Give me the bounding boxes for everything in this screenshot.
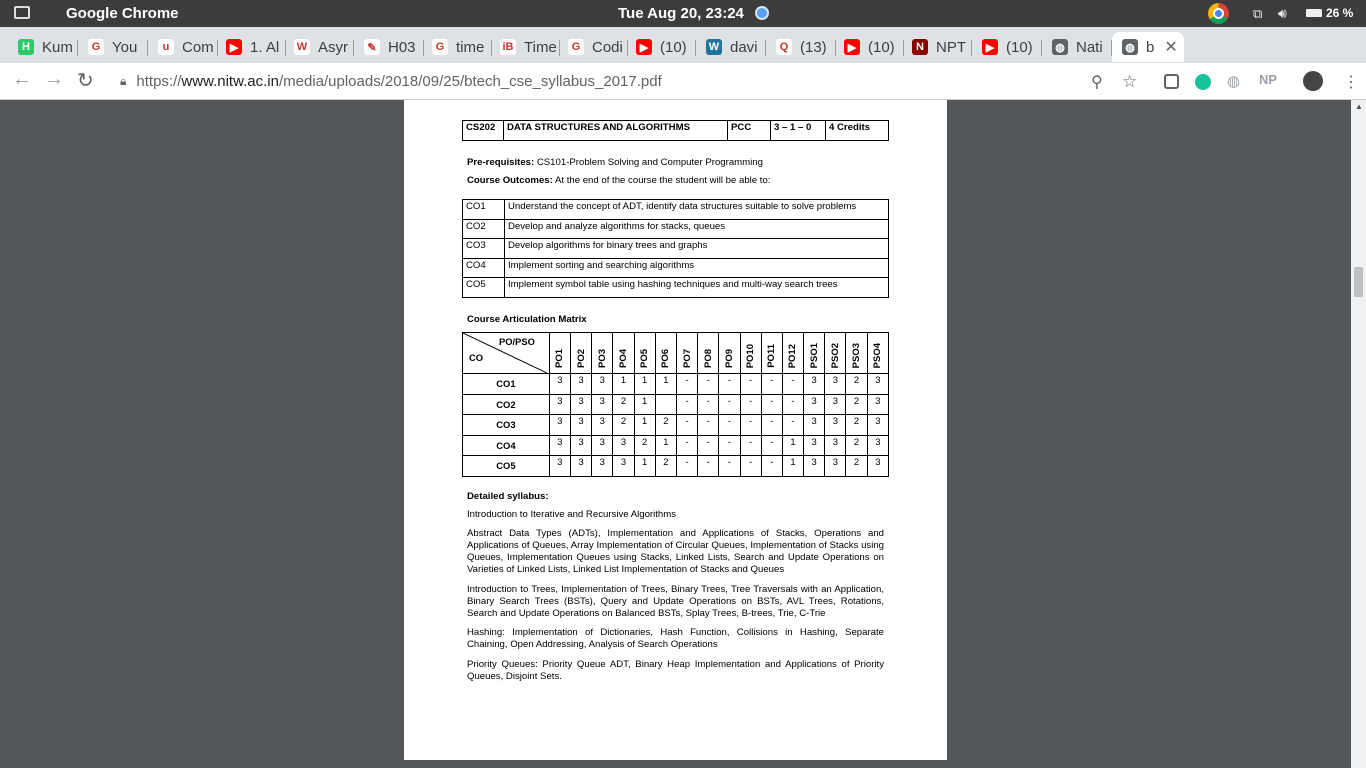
network-icon[interactable]: ⧉ — [1253, 6, 1263, 21]
outcome-row — [463, 219, 889, 239]
np-extension-icon[interactable]: NP — [1259, 72, 1278, 87]
matrix-cell: 3 — [592, 456, 613, 477]
course-code: CS202 — [463, 121, 504, 141]
scroll-up-icon[interactable]: ▲ — [1355, 102, 1363, 111]
matrix-cell: 2 — [655, 456, 676, 477]
tab-15[interactable] — [1042, 32, 1112, 62]
matrix-cell: - — [761, 435, 782, 456]
course-credits: 4 Credits — [826, 121, 889, 141]
grammarly-icon[interactable] — [1195, 74, 1211, 90]
wordpress-icon: W — [706, 39, 722, 55]
activities-icon[interactable] — [14, 6, 30, 19]
matrix-cell: 3 — [825, 394, 846, 415]
tab-12[interactable] — [834, 32, 904, 62]
syllabus-paragraph: Hashing: Implementation of Dictionaries, Hash Function, Collisions in Hashing, Separate Chaining, Open Addressing, Analysis of Search Operations — [467, 627, 884, 650]
notification-dot-icon — [755, 6, 769, 20]
matrix-cell: 1 — [634, 456, 655, 477]
matrix-cell: - — [719, 415, 740, 436]
menu-icon[interactable]: ⋮ — [1343, 74, 1359, 91]
outcome-id: CO4 — [463, 258, 505, 278]
matrix-cell: 3 — [804, 456, 825, 477]
bookmark-star-icon[interactable]: ☆ — [1122, 72, 1138, 91]
lock-icon[interactable]: 🔒︎ — [120, 73, 127, 88]
tab-label: Codi — [592, 38, 623, 56]
matrix-cell: - — [676, 415, 697, 436]
matrix-cell: 2 — [655, 415, 676, 436]
syllabus-paragraph: Abstract Data Types (ADTs), Implementation and Applications of Stacks, Operations and Applications of Queues, Array Implementation of Circular Queues, Implementation of Stacks using Queues, Implementation Queues using Stacks, Linked Lists, Search and Update Operations on Varieties of Linked Lists, Linked List Implementation of Stacks and Queues — [467, 528, 884, 575]
tab-8[interactable] — [558, 32, 628, 62]
volume-icon[interactable]: 🔊︎ — [1278, 5, 1287, 21]
matrix-cell: 3 — [571, 415, 592, 436]
matrix-cell: 3 — [592, 415, 613, 436]
syllabus-paragraph: Introduction to Trees, Implementation of Trees, Binary Trees, Tree Traversals with an Application, Binary Search Trees (BSTs), Query and Update Operations on BSTs, AVL Trees, Rotations, Search and Update Operations on Balanced BSTs, Splay Trees, B-trees, Trie, C-Trie — [467, 584, 884, 619]
matrix-col-header — [698, 333, 719, 374]
tab-11[interactable] — [766, 32, 836, 62]
matrix-cell: 3 — [867, 374, 888, 395]
matrix-row — [463, 374, 889, 395]
tab-label: 1. Al — [250, 38, 280, 56]
course-header-table — [462, 120, 889, 141]
matrix-col-header — [592, 333, 613, 374]
matrix-col-label: PO9 — [723, 348, 735, 368]
matrix-cell: 3 — [825, 435, 846, 456]
matrix-cell: - — [782, 374, 803, 395]
matrix-cell: - — [719, 456, 740, 477]
nptel-icon: N — [912, 39, 928, 55]
forward-button[interactable]: → — [44, 68, 64, 90]
tab-16[interactable] — [1112, 32, 1184, 62]
matrix-cell: 1 — [634, 415, 655, 436]
matrix-col-label: PO3 — [596, 348, 608, 368]
course-outcomes-intro: Course Outcomes: At the end of the course the student will be able to: — [467, 175, 771, 186]
matrix-cell: 3 — [825, 374, 846, 395]
matrix-corner — [463, 333, 550, 374]
matrix-cell: 2 — [846, 435, 867, 456]
tab-6[interactable] — [422, 32, 492, 62]
matrix-col-label: PSO3 — [851, 342, 863, 368]
wikipedia-icon: W — [294, 39, 310, 55]
google-icon: G — [88, 39, 104, 55]
outcome-row — [463, 239, 889, 259]
matrix-row-co: CO1 — [463, 374, 550, 395]
clock[interactable]: Tue Aug 20, 23:24 — [618, 5, 744, 22]
outcome-id: CO1 — [463, 200, 505, 220]
matrix-row — [463, 415, 889, 436]
youtube-icon: ▶ — [982, 39, 998, 55]
matrix-cell: - — [761, 415, 782, 436]
matrix-cell: 1 — [655, 374, 676, 395]
matrix-cell: - — [761, 374, 782, 395]
matrix-cell: 3 — [804, 374, 825, 395]
matrix-cell: - — [740, 415, 761, 436]
matrix-cell: - — [719, 394, 740, 415]
extension-globe-icon[interactable]: ◍ — [1227, 73, 1241, 90]
tab-13[interactable] — [902, 32, 972, 62]
matrix-row-co: CO4 — [463, 435, 550, 456]
matrix-cell: 3 — [613, 435, 634, 456]
tab-label: (10) — [868, 38, 895, 56]
matrix-col-label: PO5 — [639, 348, 651, 368]
matrix-col-label: PO10 — [745, 343, 757, 368]
matrix-cell: - — [740, 456, 761, 477]
tab-strip — [0, 27, 1366, 63]
matrix-col-label: PO4 — [617, 348, 629, 368]
matrix-col-header — [846, 333, 867, 374]
matrix-cell: 3 — [825, 415, 846, 436]
matrix-cell: 1 — [613, 374, 634, 395]
tab-14[interactable] — [972, 32, 1042, 62]
course-category: PCC — [728, 121, 771, 141]
globe-icon: ◍ — [1122, 39, 1138, 55]
prerequisites: Pre-requisites: CS101-Problem Solving and Computer Programming — [467, 157, 763, 168]
matrix-row — [463, 435, 889, 456]
outcome-id: CO3 — [463, 239, 505, 259]
matrix-col-label: PSO1 — [808, 342, 820, 368]
matrix-cell: 1 — [782, 435, 803, 456]
google-icon: G — [432, 39, 448, 55]
tab-label: davi — [730, 38, 758, 56]
course-ltp: 3 – 1 – 0 — [771, 121, 826, 141]
outcome-row — [463, 278, 889, 298]
matrix-cell: - — [761, 394, 782, 415]
matrix-cell: 3 — [592, 435, 613, 456]
matrix-col-header — [740, 333, 761, 374]
matrix-cell: 2 — [613, 394, 634, 415]
close-tab-icon[interactable]: ✕ — [1164, 39, 1178, 56]
ib-icon: iB — [500, 39, 516, 55]
matrix-cell: 3 — [804, 415, 825, 436]
zoom-icon[interactable]: ⚲ — [1091, 74, 1103, 91]
tab-9[interactable] — [626, 32, 696, 62]
matrix-col-header — [634, 333, 655, 374]
tab-label: Nati — [1076, 38, 1103, 56]
matrix-cell: 3 — [549, 394, 570, 415]
browser-toolbar — [0, 63, 1366, 100]
matrix-cell: - — [740, 435, 761, 456]
globe-icon: ◍ — [1052, 39, 1068, 55]
app-name[interactable]: Google Chrome — [66, 5, 179, 22]
matrix-cell: - — [676, 394, 697, 415]
h-icon: H — [18, 39, 34, 55]
matrix-cell: 3 — [867, 394, 888, 415]
matrix-row-co: CO5 — [463, 456, 550, 477]
tab-label: Kum — [42, 38, 73, 56]
matrix-cell — [655, 394, 676, 415]
outcome-text: Implement symbol table using hashing techniques and multi-way search trees — [505, 278, 889, 298]
youtube-icon: ▶ — [226, 39, 242, 55]
matrix-col-header — [676, 333, 697, 374]
outcome-row — [463, 200, 889, 220]
tab-label: Time — [524, 38, 557, 56]
matrix-cell: 1 — [634, 374, 655, 395]
profile-avatar[interactable] — [1303, 71, 1323, 91]
quora-icon: Q — [776, 39, 792, 55]
matrix-cell: 3 — [592, 374, 613, 395]
udemy-icon: u — [158, 39, 174, 55]
matrix-cell: - — [698, 415, 719, 436]
matrix-col-header — [655, 333, 676, 374]
matrix-col-label: PSO4 — [872, 342, 884, 368]
tab-label: (13) — [800, 38, 827, 56]
matrix-cell: - — [698, 394, 719, 415]
tab-label: You — [112, 38, 138, 56]
matrix-col-label: PO12 — [787, 343, 799, 368]
outcome-text: Develop algorithms for binary trees and graphs — [505, 239, 889, 259]
tab-label: (10) — [660, 38, 687, 56]
matrix-cell: - — [698, 435, 719, 456]
outcome-text: Understand the concept of ADT, identify data structures suitable to solve problems — [505, 200, 889, 220]
tab-label: Asyr — [318, 38, 348, 56]
matrix-col-label: PO2 — [575, 348, 587, 368]
matrix-cell: - — [782, 394, 803, 415]
matrix-cell: - — [740, 374, 761, 395]
tab-label: b — [1146, 38, 1155, 56]
tab-1[interactable] — [78, 32, 148, 62]
back-button[interactable]: ← — [12, 68, 32, 90]
syllabus-heading: Detailed syllabus: — [467, 491, 549, 502]
matrix-cell: 3 — [613, 456, 634, 477]
matrix-cell: 1 — [634, 394, 655, 415]
reload-button[interactable]: ↻ — [77, 70, 94, 92]
matrix-cell: 2 — [613, 415, 634, 436]
battery-percent[interactable]: 26 % — [1326, 6, 1354, 20]
matrix-col-header — [804, 333, 825, 374]
matrix-cell: - — [719, 435, 740, 456]
matrix-cell: 3 — [571, 456, 592, 477]
matrix-cell: - — [719, 374, 740, 395]
matrix-cell: 3 — [867, 456, 888, 477]
matrix-cell: 2 — [846, 415, 867, 436]
matrix-row-co: CO3 — [463, 415, 550, 436]
matrix-cell: 3 — [867, 435, 888, 456]
matrix-row — [463, 456, 889, 477]
matrix-cell: 3 — [549, 456, 570, 477]
matrix-col-label: PO1 — [554, 348, 566, 368]
matrix-cell: 3 — [571, 394, 592, 415]
scrollbar-thumb[interactable] — [1354, 267, 1363, 297]
corner-top-label: PO/PSO — [499, 336, 535, 347]
matrix-col-header — [825, 333, 846, 374]
tab-10[interactable] — [696, 32, 766, 62]
matrix-row — [463, 394, 889, 415]
matrix-cell: 1 — [782, 456, 803, 477]
matrix-cell: 3 — [571, 374, 592, 395]
matrix-cell: - — [740, 394, 761, 415]
gfg-icon: G — [568, 39, 584, 55]
scrollbar[interactable] — [1351, 100, 1366, 768]
matrix-cell: 1 — [655, 435, 676, 456]
matrix-cell: 3 — [549, 415, 570, 436]
matrix-cell: 3 — [549, 435, 570, 456]
matrix-header-row — [463, 333, 889, 374]
matrix-col-label: PO8 — [702, 348, 714, 368]
syllabus-paragraph: Introduction to Iterative and Recursive Algorithms — [467, 509, 677, 520]
tab-3[interactable] — [216, 32, 286, 62]
extension-keep-icon[interactable] — [1164, 74, 1179, 89]
matrix-col-header — [867, 333, 888, 374]
matrix-cell: 3 — [571, 435, 592, 456]
doc-icon: ✎ — [364, 39, 380, 55]
matrix-col-header — [782, 333, 803, 374]
address-bar[interactable] — [110, 67, 1150, 95]
matrix-cell: 3 — [549, 374, 570, 395]
tab-label: (10) — [1006, 38, 1033, 56]
outcomes-table — [462, 199, 889, 298]
outcome-id: CO5 — [463, 278, 505, 298]
outcome-id: CO2 — [463, 219, 505, 239]
matrix-cell: 2 — [846, 374, 867, 395]
matrix-cell: - — [676, 435, 697, 456]
tab-7[interactable] — [490, 32, 560, 62]
tab-4[interactable] — [284, 32, 354, 62]
tab-label: H03 — [388, 38, 416, 56]
matrix-cell: - — [698, 456, 719, 477]
matrix-title: Course Articulation Matrix — [467, 314, 587, 325]
matrix-cell: - — [761, 456, 782, 477]
battery-icon[interactable] — [1306, 9, 1322, 17]
tab-2[interactable] — [148, 32, 218, 62]
course-name: DATA STRUCTURES AND ALGORITHMS — [504, 121, 728, 141]
matrix-cell: 2 — [846, 456, 867, 477]
matrix-cell: 3 — [804, 394, 825, 415]
pdf-page — [404, 100, 947, 760]
matrix-col-header — [613, 333, 634, 374]
matrix-col-label: PSO2 — [829, 342, 841, 368]
matrix-cell: 3 — [592, 394, 613, 415]
syllabus-paragraph: Priority Queues: Priority Queue ADT, Binary Heap Implementation and Applications of Priority Queues, Disjoint Sets. — [467, 659, 884, 682]
matrix-cell: - — [698, 374, 719, 395]
articulation-matrix — [462, 332, 889, 477]
matrix-cell: 2 — [634, 435, 655, 456]
tab-0[interactable] — [8, 32, 78, 62]
matrix-cell: - — [676, 374, 697, 395]
chrome-tray-icon[interactable] — [1208, 3, 1229, 24]
outcome-row — [463, 258, 889, 278]
matrix-row-co: CO2 — [463, 394, 550, 415]
matrix-col-header — [761, 333, 782, 374]
matrix-cell: - — [676, 456, 697, 477]
corner-bottom-label: CO — [469, 352, 484, 363]
outcome-text: Develop and analyze algorithms for stacks, queues — [505, 219, 889, 239]
matrix-cell: 3 — [804, 435, 825, 456]
tab-label: Com — [182, 38, 214, 56]
url-text[interactable]: https://www.nitw.ac.in/media/uploads/2018/09/25/btech_cse_syllabus_2017.pdf — [136, 72, 662, 90]
outcome-text: Implement sorting and searching algorithms — [505, 258, 889, 278]
tab-5[interactable] — [354, 32, 424, 62]
matrix-cell: 2 — [846, 394, 867, 415]
matrix-col-label: PO11 — [766, 344, 778, 368]
matrix-cell: - — [782, 415, 803, 436]
matrix-cell: 3 — [867, 415, 888, 436]
matrix-col-label: PO6 — [660, 348, 672, 368]
matrix-cell: 3 — [825, 456, 846, 477]
youtube-icon: ▶ — [636, 39, 652, 55]
tab-label: NPT — [936, 38, 966, 56]
youtube-icon: ▶ — [844, 39, 860, 55]
system-top-bar — [0, 0, 1366, 27]
tab-label: time — [456, 38, 485, 56]
matrix-col-header — [719, 333, 740, 374]
matrix-col-header — [571, 333, 592, 374]
matrix-col-header — [549, 333, 570, 374]
matrix-col-label: PO7 — [681, 348, 693, 368]
